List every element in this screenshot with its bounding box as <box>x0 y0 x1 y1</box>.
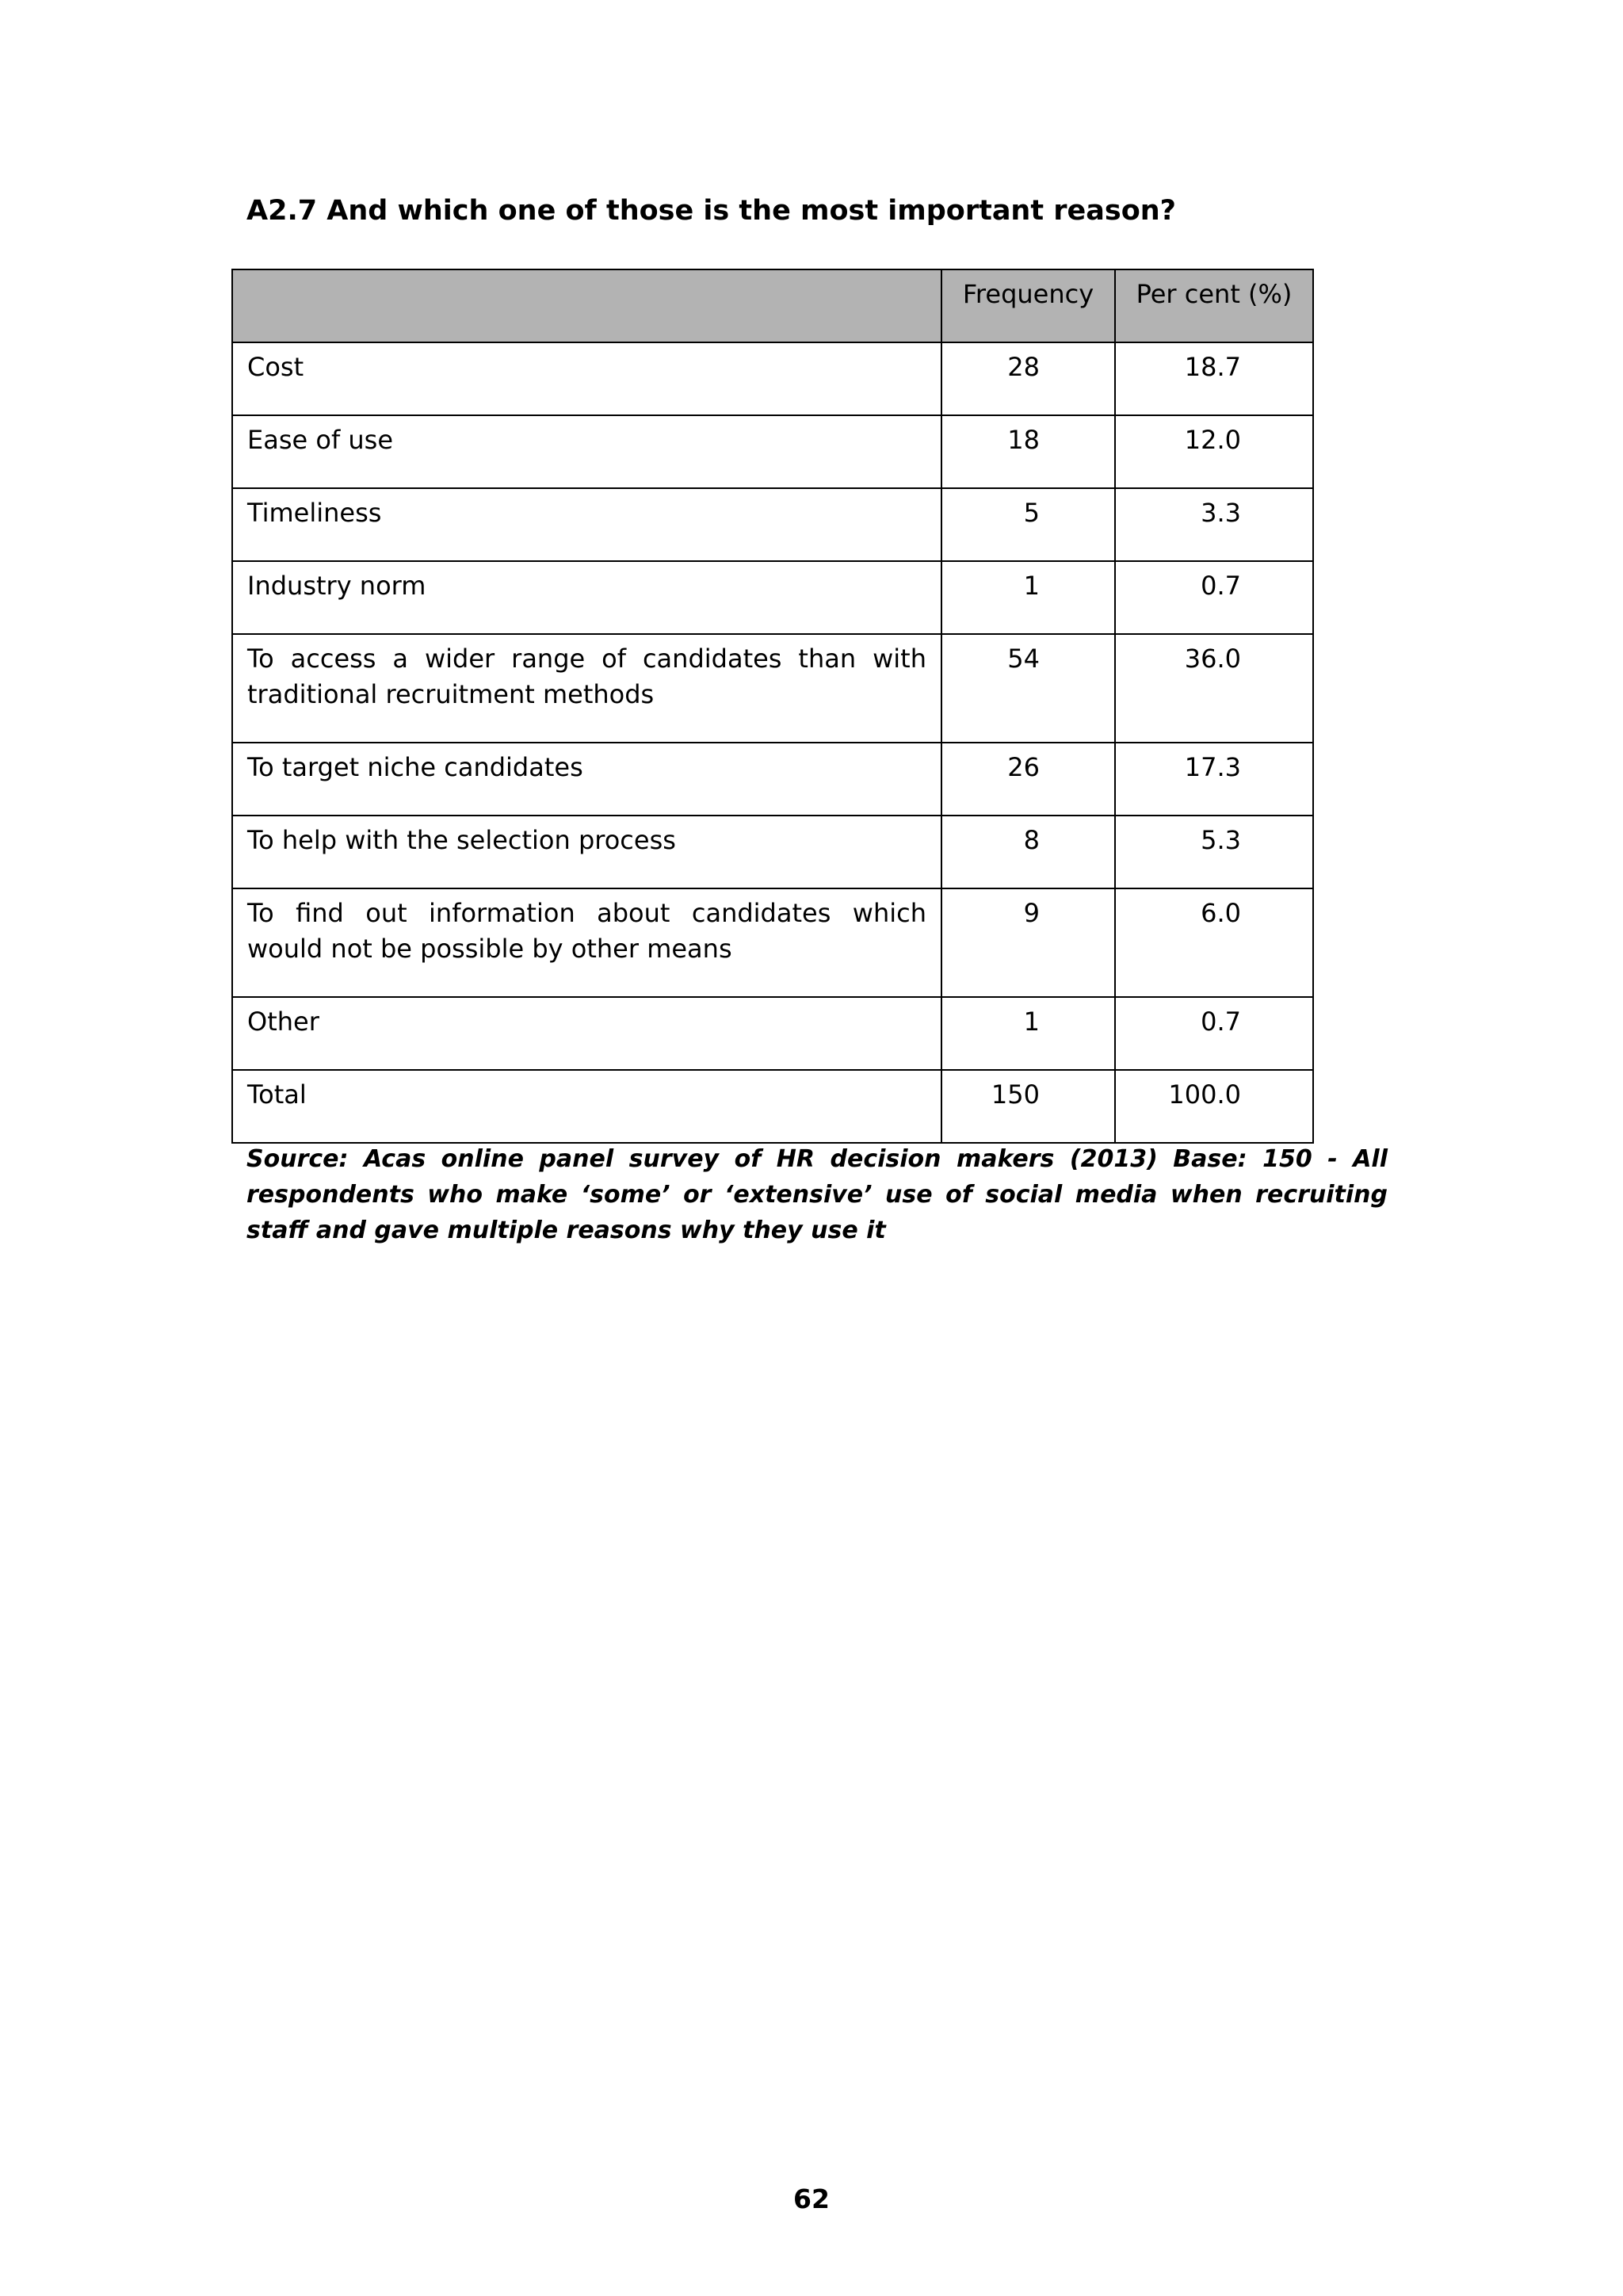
source-note: Source: Acas online panel survey of HR decision makers (2013) Base: 150 - All respondents who make ‘some’ or ‘extensive’ use of social media when recruiting staff and gave multiple reasons why they use it <box>246 1145 1388 1244</box>
row-label: Timeliness <box>232 488 941 561</box>
table-heading: A2.7 And which one of those is the most important reason? <box>246 195 1176 227</box>
row-percent: 0.7 <box>1115 997 1313 1070</box>
row-percent: 18.7 <box>1115 342 1313 415</box>
row-percent: 3.3 <box>1115 488 1313 561</box>
row-percent: 100.0 <box>1115 1070 1313 1143</box>
row-percent: 5.3 <box>1115 816 1313 888</box>
table-header-row <box>232 269 1313 342</box>
row-label: To find out information about candidates which would not be possible by other means <box>232 888 941 997</box>
row-percent: 12.0 <box>1115 415 1313 488</box>
row-frequency: 26 <box>941 743 1115 816</box>
row-frequency: 28 <box>941 342 1115 415</box>
page-number: 62 <box>793 2183 830 2214</box>
row-label: Cost <box>232 342 941 415</box>
row-frequency: 5 <box>941 488 1115 561</box>
table-row <box>232 561 1313 634</box>
row-percent: 36.0 <box>1115 634 1313 743</box>
row-percent: 17.3 <box>1115 743 1313 816</box>
row-frequency: 8 <box>941 816 1115 888</box>
reasons-table <box>231 269 1314 1144</box>
table-row <box>232 997 1313 1070</box>
row-frequency: 1 <box>941 561 1115 634</box>
row-frequency: 1 <box>941 997 1115 1070</box>
row-label: Industry norm <box>232 561 941 634</box>
table-row <box>232 488 1313 561</box>
table-row <box>232 816 1313 888</box>
table-row <box>232 743 1313 816</box>
row-frequency: 54 <box>941 634 1115 743</box>
header-percent: Per cent (%) <box>1115 269 1313 342</box>
table-row <box>232 888 1313 997</box>
header-label-cell <box>232 269 941 342</box>
header-frequency: Frequency <box>941 269 1115 342</box>
row-frequency: 9 <box>941 888 1115 997</box>
table-total-row <box>232 1070 1313 1143</box>
row-percent: 6.0 <box>1115 888 1313 997</box>
row-frequency: 18 <box>941 415 1115 488</box>
row-label: Other <box>232 997 941 1070</box>
row-percent: 0.7 <box>1115 561 1313 634</box>
row-label: Total <box>232 1070 941 1143</box>
table-row <box>232 342 1313 415</box>
table-row <box>232 634 1313 743</box>
row-frequency: 150 <box>941 1070 1115 1143</box>
row-label: To access a wider range of candidates than with traditional recruitment methods <box>232 634 941 743</box>
table-row <box>232 415 1313 488</box>
row-label: To target niche candidates <box>232 743 941 816</box>
row-label: Ease of use <box>232 415 941 488</box>
row-label: To help with the selection process <box>232 816 941 888</box>
